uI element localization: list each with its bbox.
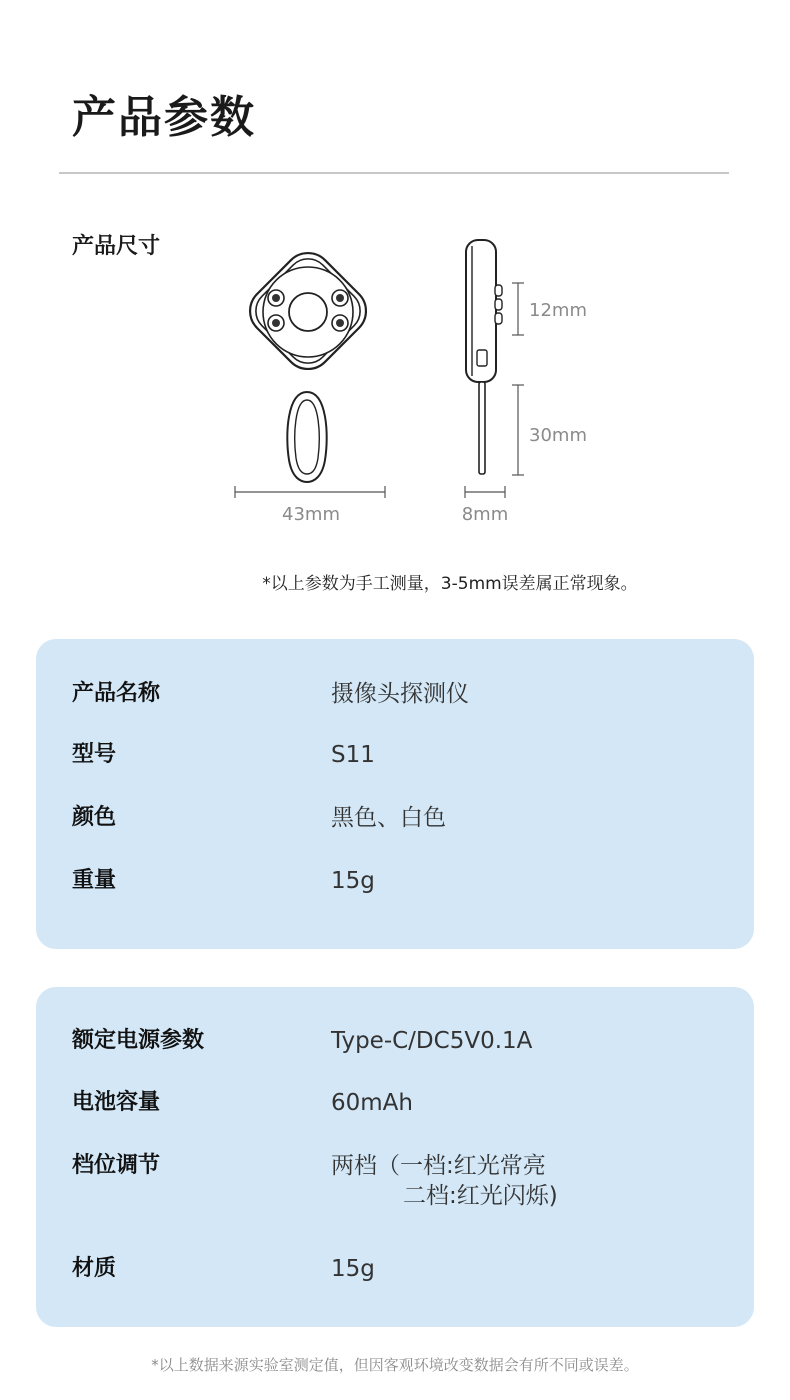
spec-value: 黑色、白色 (331, 805, 446, 831)
title-divider (59, 172, 729, 174)
size-section-label: 产品尺寸 (72, 234, 161, 259)
footer-disclaimer: *以上数据来源实验室测定值，但因客观环境改变数据会有所不同或误差。 (151, 1356, 639, 1374)
side-view (466, 240, 502, 474)
spec-label: 档位调节 (72, 1153, 161, 1178)
spec-value: 两档（一档:红光常亮 (331, 1153, 546, 1179)
lanyard-length-dim-label: 30mm (529, 425, 587, 446)
spec-label: 材质 (72, 1256, 117, 1281)
spec-label: 型号 (72, 742, 117, 767)
spec-value: 60mAh (331, 1090, 413, 1116)
spec-label: 重量 (72, 868, 117, 893)
lens-height-dim-label: 12mm (529, 300, 587, 321)
spec-value: S11 (331, 742, 375, 768)
product-dimension-diagram (225, 230, 605, 530)
spec-value-line2: 二档:红光闪烁) (403, 1183, 558, 1209)
thickness-dim-label: 8mm (461, 504, 509, 525)
spec-value: 摄像头探测仪 (331, 681, 469, 707)
spec-card-power (36, 987, 754, 1327)
spec-value: Type-C/DC5V0.1A (331, 1028, 533, 1054)
measurement-note: *以上参数为手工测量，3-5mm误差属正常现象。 (262, 574, 638, 594)
width-dimension (235, 486, 385, 498)
spec-label: 产品名称 (72, 681, 161, 706)
spec-label: 电池容量 (72, 1090, 161, 1115)
page-title: 产品参数 (72, 92, 256, 143)
width-dim-label: 43mm (282, 504, 340, 525)
front-view (240, 243, 376, 482)
spec-value: 15g (331, 868, 375, 894)
spec-card-basic (36, 639, 754, 949)
spec-label: 颜色 (72, 805, 117, 830)
spec-label: 额定电源参数 (72, 1028, 205, 1053)
spec-value: 15g (331, 1256, 375, 1282)
